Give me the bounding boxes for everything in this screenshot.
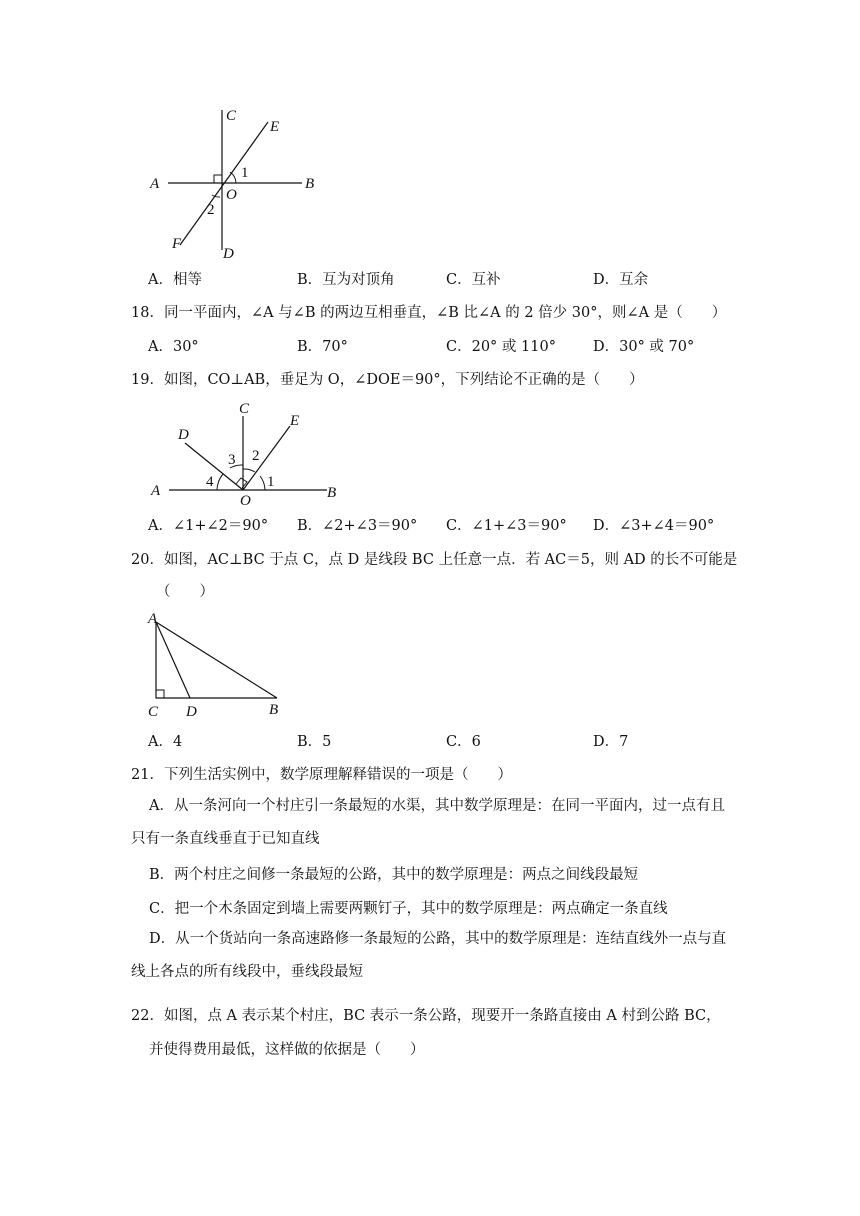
- q19-figure: [145, 398, 345, 506]
- q17-option-c: C．互补: [446, 272, 501, 288]
- q19-label-C: C: [239, 401, 250, 417]
- q17-label-C: C: [226, 108, 237, 124]
- q20-stem-line-1: 20．如图，AC⊥BC 于点 C，点 D 是线段 BC 上任意一点．若 AC＝5，则 AD 的长不可能是: [131, 552, 738, 568]
- q18-option-b: B．70°: [297, 339, 348, 355]
- q18-option-a: A．30°: [148, 339, 199, 355]
- q17-label-O: O: [226, 187, 237, 203]
- q17-option-d: D．互余: [593, 272, 649, 288]
- q21-option-c: C．把一个木条固定到墙上需要两颗钉子，其中的数学原理是：两点确定一条直线: [149, 901, 668, 917]
- q19-label-2: 2: [252, 448, 260, 464]
- q22-stem-line-2: 并使得费用最低，这样做的依据是（ ）: [149, 1042, 425, 1058]
- q21-option-a: A．从一条河向一个村庄引一条最短的水渠，其中数学原理是：在同一平面内，过一点有且只有一条直线垂直于已知直线: [131, 798, 725, 847]
- q19-label-E: E: [290, 413, 300, 429]
- q17-label-2: 2: [207, 202, 215, 218]
- q17-diagram: [140, 100, 330, 270]
- q20-label-D: D: [186, 704, 197, 720]
- q17-label-B: B: [305, 176, 315, 192]
- q17-label-D: D: [223, 246, 234, 262]
- q21-stem: 21．下列生活实例中，数学原理解释错误的一项是（ ）: [131, 767, 512, 783]
- q19-label-1: 1: [267, 474, 275, 490]
- q20-diagram: [142, 608, 292, 720]
- q20-label-B: B: [269, 702, 279, 718]
- q22-stem-line-1: 22．如图，点 A 表示某个村庄，BC 表示一条公路，现要开一条路直接由 A 村到公路 BC，: [131, 1008, 721, 1024]
- q20-option-c: C．6: [446, 734, 481, 750]
- q17-label-E: E: [270, 119, 280, 135]
- q18-stem: 18．同一平面内，∠A 与∠B 的两边互相垂直，∠B 比∠A 的 2 倍少 30°，则∠A 是（ ）: [131, 305, 727, 321]
- q19-option-a: A．∠1+∠2＝90°: [148, 518, 269, 534]
- q19-label-3: 3: [228, 452, 236, 468]
- q20-option-d: D．7: [593, 734, 629, 750]
- q17-label-F: F: [172, 236, 182, 252]
- q20-figure: [142, 608, 292, 720]
- q19-label-B: B: [327, 485, 337, 501]
- q20-label-C: C: [148, 704, 159, 720]
- q18-option-c: C．20° 或 110°: [446, 339, 556, 355]
- q19-option-b: B．∠2+∠3＝90°: [297, 518, 418, 534]
- q20-option-b: B．5: [297, 734, 332, 750]
- q19-stem: 19．如图，CO⊥AB，垂足为 O，∠DOE＝90°，下列结论不正确的是（ ）: [131, 372, 644, 388]
- q19-diagram: [145, 398, 345, 506]
- q21-option-b: B．两个村庄之间修一条最短的公路，其中的数学原理是：两点之间线段最短: [149, 867, 639, 883]
- q19-label-A: A: [151, 483, 161, 499]
- q19-option-d: D．∠3+∠4＝90°: [593, 518, 715, 534]
- q20-label-A: A: [148, 611, 158, 627]
- q17-label-1: 1: [241, 165, 249, 181]
- q19-label-D: D: [178, 427, 189, 443]
- q18-option-d: D．30° 或 70°: [593, 339, 695, 355]
- q20-option-a: A．4: [148, 734, 183, 750]
- q19-label-O: O: [240, 493, 251, 506]
- q17-option-a: A．相等: [148, 272, 202, 288]
- q17-label-A: A: [150, 176, 160, 192]
- q19-label-4: 4: [206, 474, 214, 490]
- q17-figure: [140, 100, 330, 270]
- q20-stem-line-2: （ ）: [156, 584, 214, 600]
- q17-option-b: B．互为对顶角: [297, 272, 395, 288]
- q19-option-c: C．∠1+∠3＝90°: [446, 518, 567, 534]
- q21-option-d: D．从一个货站向一条高速路修一条最短的公路，其中的数学原理是：连结直线外一点与直线上各点的所有线段中，垂线段最短: [131, 931, 727, 980]
